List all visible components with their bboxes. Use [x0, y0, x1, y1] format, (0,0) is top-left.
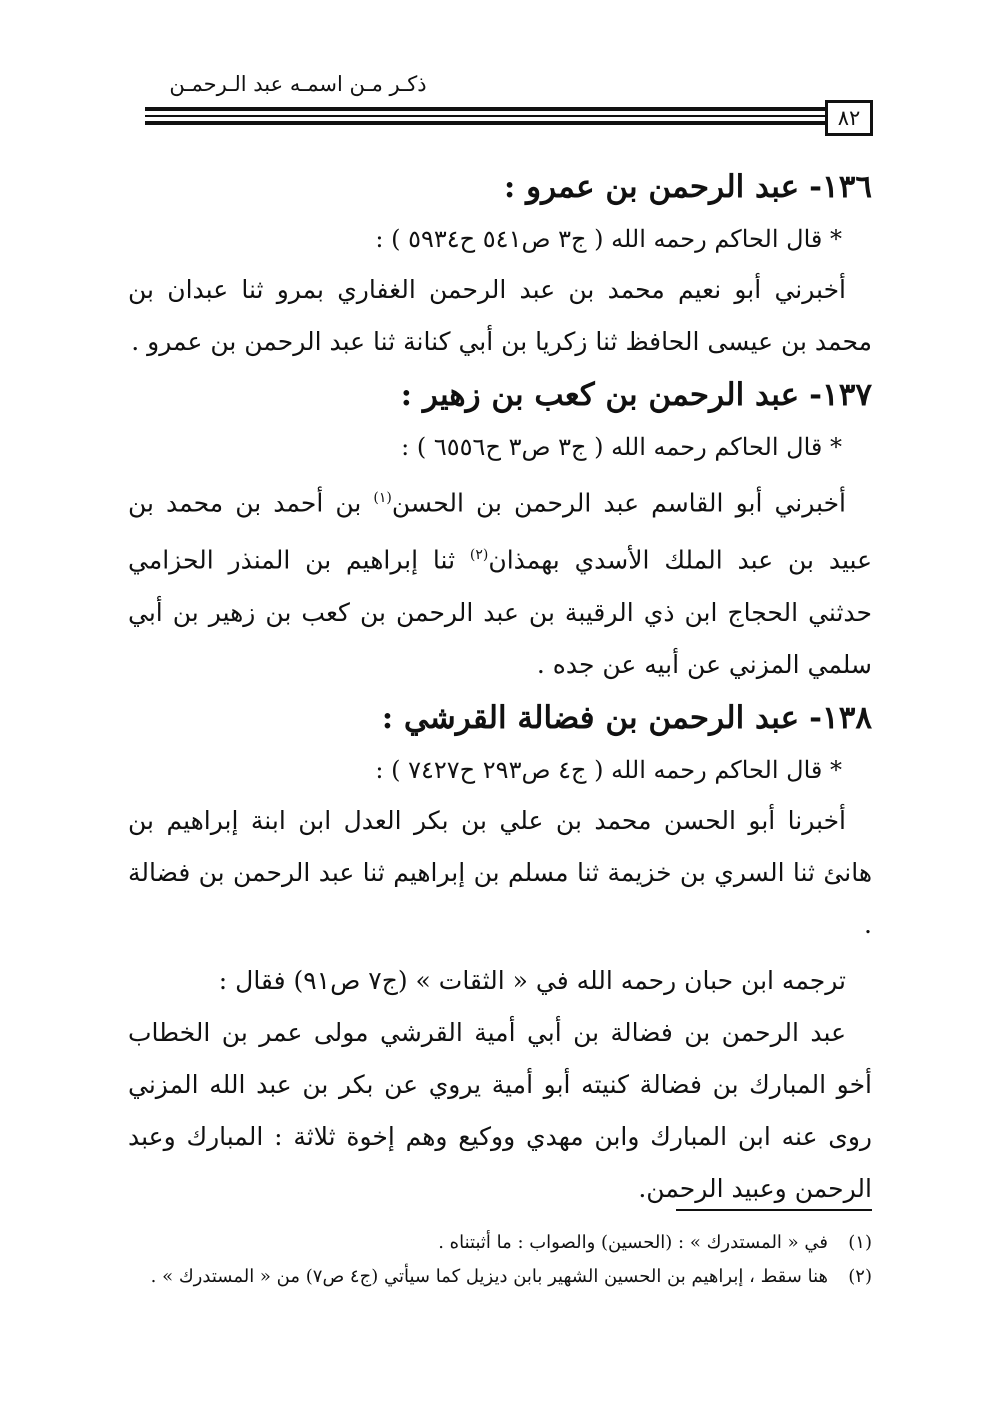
citation: * قال الحاكم رحمه الله ( ج٣ ص٥٤١ ح٥٩٣٤ ) :: [375, 225, 842, 253]
citation: * قال الحاكم رحمه الله ( ج٤ ص٢٩٣ ح٧٤٢٧ ) :: [375, 755, 842, 784]
entry-name: عبد الرحمن بن فضالة القرشي :: [381, 699, 800, 736]
footnote-text: هنا سقط ، إبراهيم بن الحسين الشهير بابن ديزيل كما سيأتي (ج٤ ص٧) من « المستدرك » .: [150, 1266, 828, 1287]
entry-number: ١٣٨-: [809, 699, 872, 736]
header-rule-top: [145, 107, 825, 111]
entry-name: عبد الرحمن بن كعب بن زهير :: [400, 377, 800, 413]
paragraph: [128, 472, 872, 691]
paragraph: أخبرنا أبو الحسن محمد بن علي بن بكر العدل ابن ابنة إبراهيم بن هانئ ثنا السري بن خزيمة ثنا مسلم بن إبراهيم ثنا عبد الرحمن بن فضالة .: [128, 805, 872, 939]
paragraph: عبد الرحمن بن فضالة بن أبي أمية القرشي مولى عمر بن الخطاب أخو المبارك بن فضالة كنيته أبو أمية يروي عن بكر بن عبد الله المزني روى عنه ابن المبارك وابن مهدي ووكيع وهم إخوة ثلاثة : المبارك وعبد الرحمن وعبيد الرحمن.: [128, 1017, 872, 1203]
main-text: [128, 160, 872, 1215]
footnote: [128, 1226, 872, 1260]
entry-number: ١٣٦-: [809, 169, 872, 205]
entry-title: [128, 160, 872, 214]
text-run: أخبرني أبو القاسم عبد الرحمن بن الحسن: [391, 488, 846, 518]
entry-name: عبد الرحمن بن عمرو :: [503, 169, 800, 205]
footnote-ref-1[interactable]: (١): [373, 490, 392, 506]
header-rule-middle: [145, 115, 825, 117]
header-rule-bottom: [145, 121, 825, 125]
footnote-ref-2[interactable]: (٢): [469, 547, 489, 564]
footnote-number: (٢): [848, 1266, 872, 1287]
entry-title: [128, 691, 872, 745]
footnote-number: (١): [848, 1232, 872, 1253]
footnote: [128, 1260, 872, 1294]
running-head: ذكـر مـن اسمـه عبد الـرحمـن: [169, 72, 427, 96]
footnote-text: في « المستدرك » : (الحسين) والصواب : ما أثبتناه .: [438, 1232, 828, 1253]
citation: * قال الحاكم رحمه الله ( ج٣ ص٣ ح٦٥٥٦ ) :: [401, 433, 842, 461]
text-run: ثنا إبراهيم بن المنذر الحزامي حدثني الحجاج ابن ذي الرقيبة بن عبد الرحمن بن كعب بن زهير بن أبي سلمي المزني عن أبيه عن جده .: [128, 545, 872, 679]
paragraph: أخبرني أبو نعيم محمد بن عبد الرحمن الغفاري بمرو ثنا عبدان بن محمد بن عيسى الحافظ ثنا زكريا بن أبي كنانة ثنا عبد الرحمن بن عمرو .: [128, 275, 872, 356]
footnote-separator: [676, 1209, 872, 1211]
entry-number: ١٣٧-: [809, 377, 872, 413]
entry-title: [128, 368, 872, 422]
footnotes: [128, 1226, 872, 1294]
paragraph: ترجمه ابن حبان رحمه الله في « الثقات » (ج٧ ص٩١) فقال :: [218, 965, 846, 995]
text-run: بن أحمد بن محمد بن عبيد بن عبد الملك الأسدي بهمذان: [128, 488, 872, 575]
page-number: ٨٢: [825, 100, 873, 136]
